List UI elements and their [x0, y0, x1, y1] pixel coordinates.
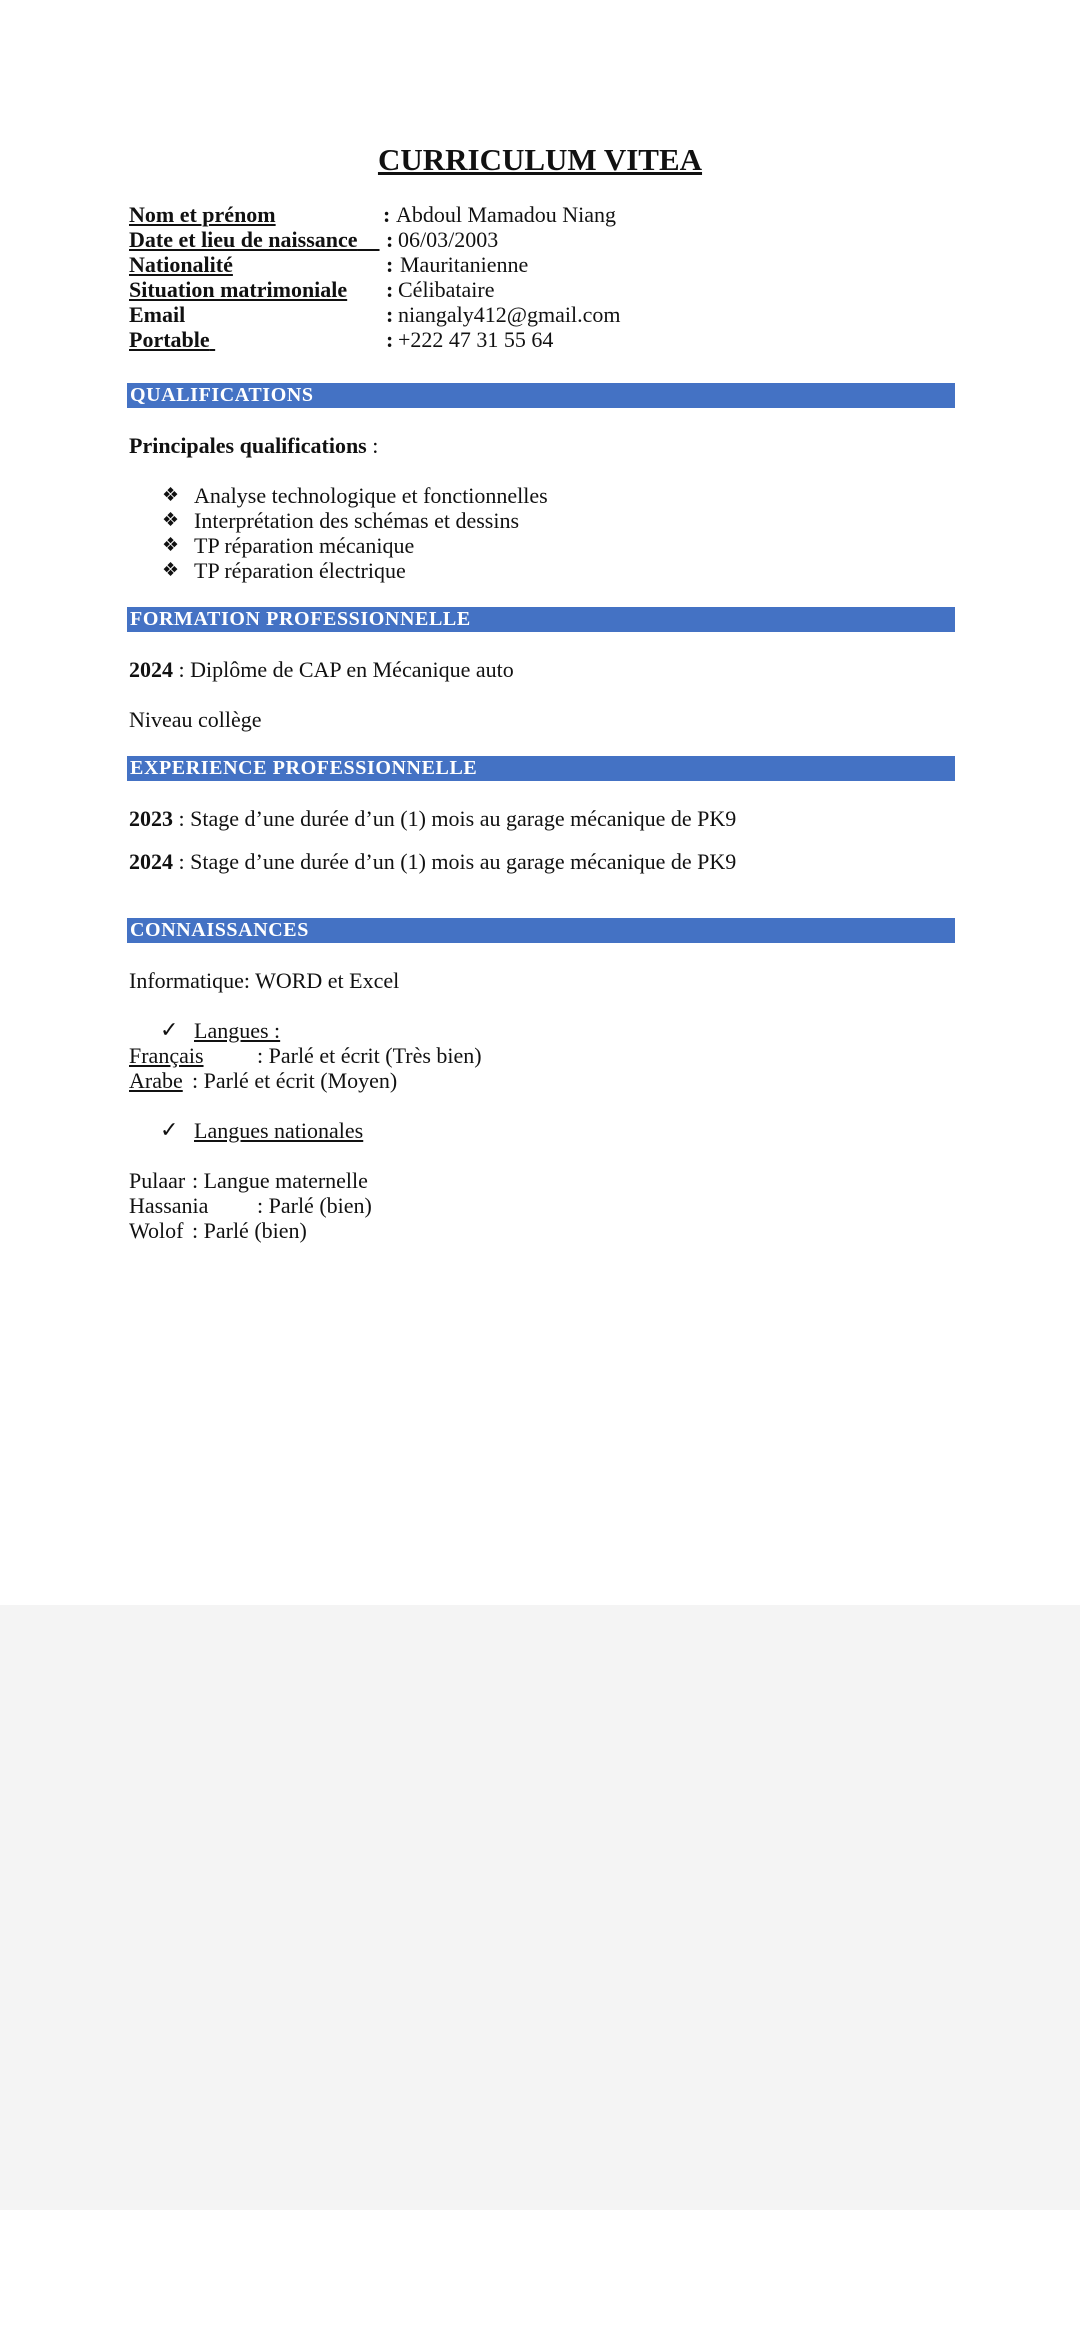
diamond-bullet-icon: ❖	[162, 510, 180, 531]
langue-nationale-name: Pulaar	[129, 1168, 186, 1193]
experience-entry: 2023 : Stage d’une durée d’un (1) mois au garage mécanique de PK9	[129, 806, 737, 831]
section-heading-qualifications: QUALIFICATIONS	[127, 383, 955, 408]
section-heading-formation: FORMATION PROFESSIONNELLE	[127, 607, 955, 632]
checkmark-icon: ✓	[160, 1017, 179, 1042]
personal-label-phone: Portable	[129, 327, 210, 352]
diamond-bullet-icon: ❖	[162, 560, 180, 581]
langue-nationale-name: Hassania	[129, 1193, 209, 1218]
experience-entry: 2024 : Stage d’une durée d’un (1) mois au garage mécanique de PK9	[129, 849, 737, 874]
personal-label-marital: Situation matrimoniale	[129, 277, 348, 302]
document-title: CURRICULUM VITEA	[377, 142, 703, 177]
langue-name: Arabe	[129, 1068, 183, 1093]
formation-entry: 2024 : Diplôme de CAP en Mécanique auto	[129, 657, 514, 682]
langue-nationale-name: Wolof	[129, 1218, 184, 1243]
personal-label-email: Email	[129, 302, 186, 327]
qualification-item: Interprétation des schémas et dessins	[194, 508, 520, 533]
personal-label-nationality: Nationalité	[129, 252, 233, 277]
langue-nationale-level: : Parlé (bien)	[257, 1193, 372, 1218]
personal-colon: :	[386, 302, 394, 327]
personal-value-birth: 06/03/2003	[398, 227, 499, 252]
langue-nationale-level: : Langue maternelle	[192, 1168, 368, 1193]
personal-colon: :	[386, 252, 394, 277]
langue-level: : Parlé et écrit (Très bien)	[257, 1043, 482, 1068]
langue-level: : Parlé et écrit (Moyen)	[192, 1068, 398, 1093]
section-heading-experience: EXPERIENCE PROFESSIONNELLE	[127, 756, 955, 781]
personal-colon: :	[386, 277, 394, 302]
personal-colon: :	[386, 227, 394, 252]
personal-colon: :	[383, 202, 391, 227]
langue-nationale-level: : Parlé (bien)	[192, 1218, 307, 1243]
personal-value-nationality: Mauritanienne	[400, 252, 529, 277]
personal-value-email: niangaly412@gmail.com	[398, 302, 621, 327]
langues-nationales-heading: Langues nationales	[194, 1118, 364, 1143]
viewer-bottom-strip	[0, 2210, 1080, 2340]
formation-note: Niveau collège	[129, 707, 262, 732]
personal-value-marital: Célibataire	[398, 277, 495, 302]
diamond-bullet-icon: ❖	[162, 485, 180, 506]
langues-heading: Langues :	[194, 1018, 281, 1043]
personal-value-phone: +222 47 31 55 64	[398, 327, 554, 352]
section-heading-connaissances: CONNAISSANCES	[127, 918, 955, 943]
personal-label-name: Nom et prénom	[129, 202, 276, 227]
qualification-item: Analyse technologique et fonctionnelles	[194, 483, 548, 508]
checkmark-icon: ✓	[160, 1117, 179, 1142]
informatique-line: Informatique: WORD et Excel	[129, 968, 400, 993]
personal-colon: :	[386, 327, 394, 352]
personal-value-name: Abdoul Mamadou Niang	[396, 202, 616, 227]
qualifications-intro: Principales qualifications :	[129, 433, 379, 458]
personal-label-birth: Date et lieu de naissance	[129, 227, 358, 252]
langue-name: Français	[129, 1043, 204, 1068]
viewer-background	[0, 1605, 1080, 2210]
diamond-bullet-icon: ❖	[162, 535, 180, 556]
qualification-item: TP réparation électrique	[194, 558, 406, 583]
qualification-item: TP réparation mécanique	[194, 533, 415, 558]
